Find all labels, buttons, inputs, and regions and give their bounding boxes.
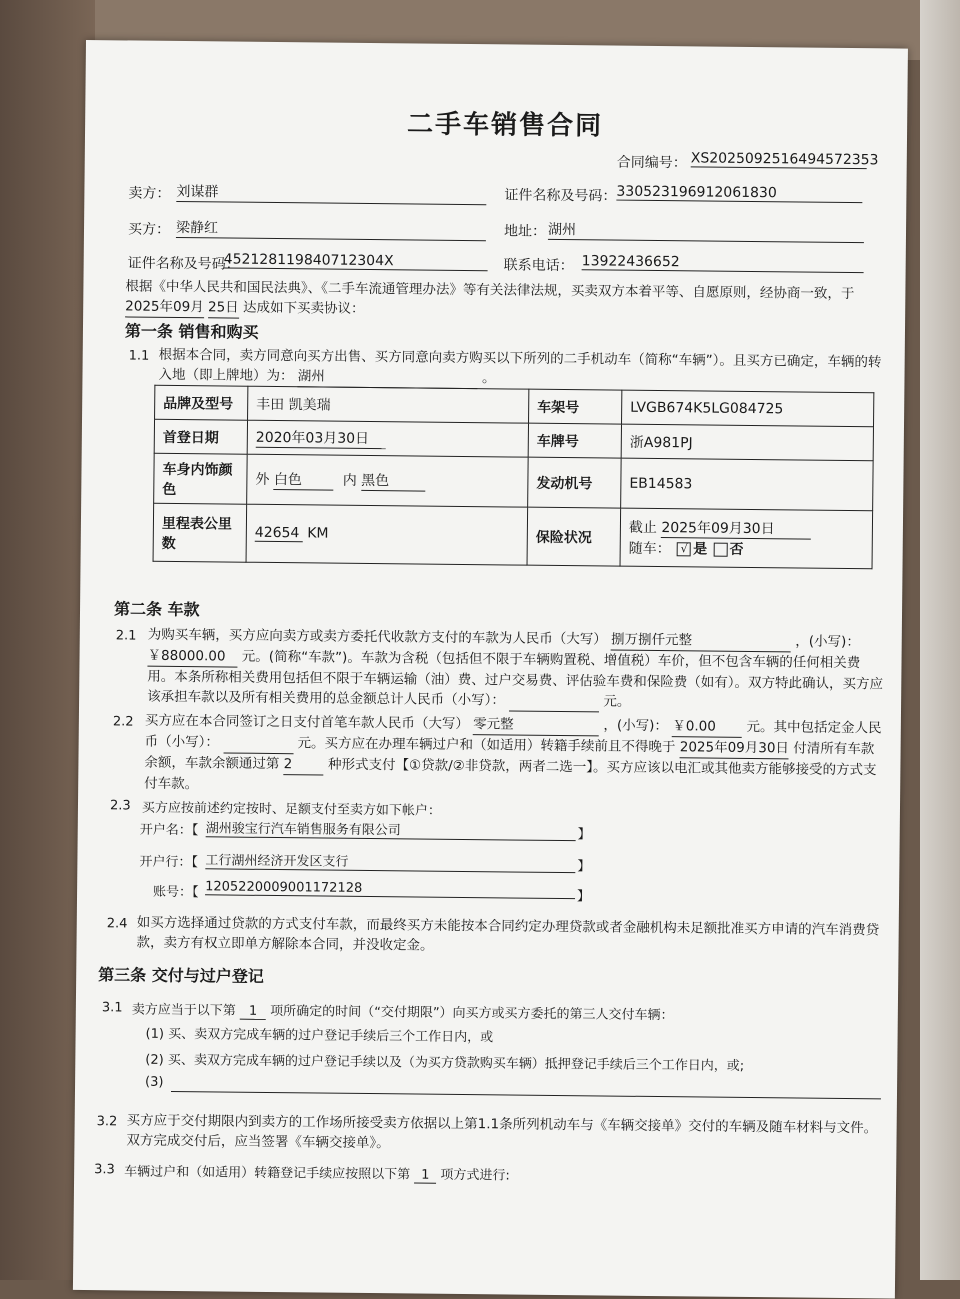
clause-1-1-num: 1.1 bbox=[128, 348, 150, 364]
plate-label: 车牌号 bbox=[528, 423, 621, 458]
regdate-label: 首登日期 bbox=[154, 419, 247, 454]
color-label: 车身内饰颜色 bbox=[154, 453, 248, 504]
c22-d: 元。买方应在办理车辆过户和（如适用）转籍手续前且不得晚于 bbox=[297, 735, 676, 756]
intro-tail: 达成如下买卖协议： bbox=[242, 299, 365, 317]
clause-3-2-text: 买方应于交付期限内到卖方的工作场所接受卖方依据以上第1.1条所列机动车与《车辆交接单》交付的车辆及随车材料与文件。双方完成交付后，应当签署《车辆交接单》。 bbox=[126, 1112, 878, 1152]
clause-2-4-text: 如买方选择通过贷款的方式支付车款，而最终买方未能按本合同约定办理贷款或者金融机构未足额批准买方申请的汽车消费贷款，卖方有权立即单方解除本合同，并没收定金。 bbox=[136, 914, 880, 954]
c33-n: 1 bbox=[414, 1168, 436, 1184]
clause-3-3 bbox=[124, 1160, 510, 1184]
ins-no-label: 否 bbox=[729, 541, 744, 558]
account-no-value: 1205220009001172128 bbox=[205, 879, 575, 899]
c22-b: ，(小写)： bbox=[603, 717, 669, 735]
clause-1-1-place: 湖州 bbox=[298, 366, 478, 389]
c21-a: 为购买车辆，买方应向卖方或卖方委托代收款方支付的车款为人民币（大写） bbox=[147, 626, 607, 648]
c22-f: 种形式支付【①贷款/②非贷款，两者二选一】。买方应该以电汇或其他卖方能够接受的方式支付车款。 bbox=[144, 756, 877, 793]
plate-value: 浙A981PJ bbox=[621, 424, 873, 461]
seller-id-label: 证件名称及号码： bbox=[504, 187, 617, 205]
article3-title: 第三条 交付与过户登记 bbox=[98, 965, 264, 986]
int-value: 黑色 bbox=[361, 470, 425, 492]
bracket-close: 】 bbox=[576, 889, 591, 905]
c31-n: 1 bbox=[240, 1004, 266, 1020]
c33-a: 车辆过户和（如适用）转籍登记手续应按照以下第 bbox=[124, 1164, 411, 1183]
color-cell bbox=[247, 454, 529, 507]
table-row bbox=[153, 503, 873, 569]
c22-upper: 零元整 bbox=[473, 714, 599, 736]
c22-lower: ￥0.00 bbox=[672, 716, 742, 738]
intro-text: 根据《中华人民共和国民法典》、《二手车流通管理办法》等有关法律法规，买卖双方本着平等、自愿原则，经协商一致，于 bbox=[125, 278, 855, 303]
bank-label: 开户行：【 bbox=[139, 854, 198, 871]
clause-3-3-num: 3.3 bbox=[94, 1162, 115, 1178]
item3-blank-line bbox=[171, 1091, 881, 1099]
clause-1-1-end: 。 bbox=[481, 370, 496, 387]
bracket-close: 】 bbox=[577, 827, 591, 843]
ins-until-value: 2025年09月30日 bbox=[661, 517, 811, 540]
bracket-close: 】 bbox=[577, 859, 591, 875]
mileage-value: 42654 bbox=[255, 525, 303, 543]
c21-b: ，(小写)： bbox=[795, 633, 860, 651]
int-label: 内 bbox=[342, 472, 357, 489]
ext-label: 外 bbox=[255, 471, 270, 488]
mileage-cell bbox=[246, 504, 528, 565]
regdate-cell bbox=[247, 420, 528, 457]
engine-label: 发动机号 bbox=[528, 457, 622, 508]
c22-a: 买方应在本合同签订之日支付首笔车款人民币（大写） bbox=[144, 712, 469, 733]
c33-b: 项方式进行: bbox=[440, 1167, 510, 1184]
contract-no-label: 合同编号： bbox=[616, 154, 687, 172]
contract-page bbox=[73, 40, 908, 1299]
clause-2-1-num: 2.1 bbox=[115, 628, 137, 644]
clause-2-3-text: 买方应按前述约定按时、足额支付至卖方如下帐户： bbox=[141, 800, 442, 819]
vin-label: 车架号 bbox=[529, 389, 622, 424]
ins-yes-label: 是 bbox=[693, 541, 708, 558]
clause-2-2 bbox=[144, 711, 883, 802]
intro-date-a: 2025年09月 bbox=[125, 296, 204, 318]
seller-name: 刘谋群 bbox=[176, 181, 486, 205]
buyer-phone-label: 联系电话： bbox=[503, 257, 574, 275]
seller-id-value: 330523196912061830 bbox=[616, 184, 862, 204]
regdate-value: 2020年03月30日 bbox=[256, 427, 386, 449]
ins-until-label: 截止 bbox=[628, 519, 658, 537]
buyer-name: 梁静红 bbox=[176, 217, 486, 241]
buyer-label: 买方： bbox=[127, 221, 171, 238]
page-title: 二手车销售合同 bbox=[406, 109, 604, 142]
buyer-addr-value: 湖州 bbox=[548, 219, 864, 243]
article2-title: 第二条 车款 bbox=[113, 599, 200, 620]
c21-lower: ￥88000.00 bbox=[147, 646, 237, 668]
clause-2-1 bbox=[147, 625, 884, 716]
background-right bbox=[920, 0, 960, 1280]
account-no-label: 账号：【 bbox=[153, 884, 199, 901]
intro-date-b: 25日 bbox=[208, 297, 239, 318]
buyer-phone-value: 13922436652 bbox=[582, 253, 864, 273]
clause-2-2-num: 2.2 bbox=[112, 714, 134, 730]
buyer-id-label: 证件名称及号码： bbox=[127, 255, 240, 273]
clause-3-1 bbox=[132, 999, 674, 1025]
c21-d: 元。 bbox=[603, 693, 631, 710]
clause-3-1-item1: (1) 买、卖双方完成车辆的过户登记手续后三个工作日内，或 bbox=[145, 1026, 494, 1046]
article1-title: 第一条 销售和购买 bbox=[124, 321, 259, 342]
brand-label: 品牌及型号 bbox=[155, 385, 248, 420]
c31-b: 项所确定的时间（“交付期限”）向买方或买方委托的第三人交付车辆： bbox=[270, 1003, 674, 1024]
ins-with-label: 随车： bbox=[628, 540, 671, 558]
seller-label: 卖方： bbox=[128, 185, 171, 202]
clause-3-1-item3: (3) bbox=[145, 1074, 164, 1090]
insurance-label: 保险状况 bbox=[527, 507, 621, 566]
c21-c: 元。(简称“车款”)。车款为含税（包括但不限于车辆购置税、增值税）车价，但不包含车辆的任何相关费用。本条所称相关费用包括但不限于车辆运输（油）费、过户交易费、评估验车费和保险费（如有）。双方特此确认，买方应该承担车款以及所有相关费用的总金额总计人民币（小写）： bbox=[147, 648, 884, 709]
insurance-cell bbox=[620, 508, 873, 569]
account-name-label: 开户名：【 bbox=[139, 822, 199, 839]
buyer-addr-label: 地址： bbox=[503, 223, 547, 240]
vin-value: LVGB674K5LG084725 bbox=[622, 390, 874, 427]
vehicle-table bbox=[153, 385, 875, 570]
clause-3-1-item2: (2) 买、卖双方完成车辆的过户登记手续以及（为买方贷款购买车辆）抵押登记手续后三个工作日内，或; bbox=[145, 1052, 745, 1074]
clause-3-2-num: 3.2 bbox=[96, 1114, 118, 1130]
intro-paragraph bbox=[125, 276, 885, 325]
checkbox-yes[interactable]: √ bbox=[677, 542, 691, 556]
table-row bbox=[154, 453, 873, 511]
contract-no-value: XS2025092516494572353 bbox=[690, 150, 879, 169]
c22-e: 付清所有车款余额，车款余额通过第 bbox=[144, 740, 875, 773]
clause-2-4-num: 2.4 bbox=[106, 916, 128, 932]
clause-1-1-text: 根据本合同，卖方同意向买方出售、买方同意向卖方购买以下所列的二手机动车（简称“车辆”）。且买方已确定，车辆的转入地（即上牌地）为： bbox=[158, 346, 882, 385]
engine-value: EB14583 bbox=[621, 458, 874, 511]
clause-2-3-num: 2.3 bbox=[109, 798, 131, 814]
ext-value: 白色 bbox=[274, 469, 334, 491]
clause-3-1-num: 3.1 bbox=[101, 1000, 123, 1016]
c31-a: 卖方应当于以下第 bbox=[131, 1002, 236, 1019]
c21-upper: 捌万捌仟元整 bbox=[611, 630, 791, 653]
account-name-value: 湖州骏宝行汽车销售服务有限公司 bbox=[206, 817, 576, 841]
c22-n: 2 bbox=[284, 754, 324, 775]
mileage-label: 里程表公里数 bbox=[153, 503, 247, 562]
buyer-id-value: 452128119840712304X bbox=[224, 251, 488, 271]
brand-value: 丰田 凯美瑞 bbox=[248, 386, 529, 423]
bank-value: 工行湖州经济开发区支行 bbox=[205, 849, 575, 873]
c22-c: 元。其中包括定金人民币（小写）： bbox=[144, 718, 882, 751]
c22-date: 2025年09月30日 bbox=[680, 737, 789, 759]
checkbox-no[interactable] bbox=[714, 543, 728, 557]
mileage-unit: KM bbox=[307, 525, 329, 542]
